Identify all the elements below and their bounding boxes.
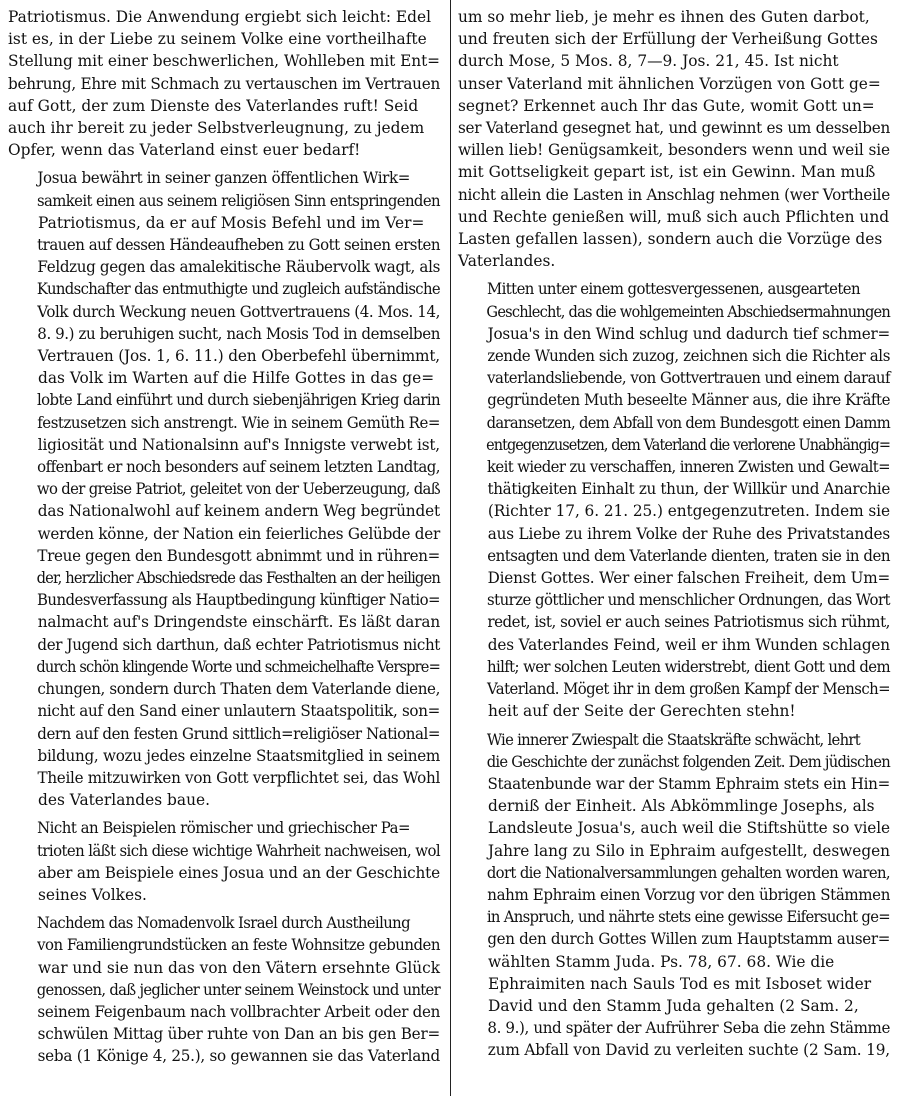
- text-line: aus Liebe zu ihrem Volke der Ruhe des Privatstandes: [487, 524, 890, 543]
- text-line: derniß der Einheit. Als Abkömmlinge Josephs, als: [488, 797, 875, 816]
- text-line: (Richter 17, 6. 21. 25.) entgegenzutreten. Indem sie: [487, 502, 890, 521]
- text-line: offenbart er noch besonders auf seinem letzten Landtag,: [37, 458, 440, 477]
- text-line: trauen auf dessen Händeaufheben zu Gott seinen ersten: [37, 236, 440, 255]
- text-line: dort die Nationalversammlungen gehalten worden waren,: [486, 863, 890, 882]
- text-line: Kundschafter das entmuthigte und zugleich aufständische: [36, 280, 440, 299]
- text-line: das Nationalwohl auf keinem andern Weg begründet: [37, 502, 440, 521]
- text-line: dern auf den festen Grund sittlich=religiöser National=: [37, 724, 441, 743]
- text-line: schwülen Mittag über ruhte von Dan an bis gen Ber=: [37, 1025, 440, 1044]
- text-line: Lasten gefallen lassen), sondern auch die Vorzüge des: [458, 230, 883, 249]
- text-line: ligiosität und Nationalsinn auf's Innigste verwebt ist,: [37, 435, 441, 454]
- paragraph: [8, 912, 440, 1067]
- text-line: und Rechte genießen will, muß sich auch Pflichten und: [458, 207, 890, 226]
- text-line: der Jugend sich darthun, daß echter Patriotismus nicht: [37, 635, 441, 654]
- text-line: Nicht an Beispielen römischer und griechischer Pa=: [37, 819, 411, 838]
- text-line: um so mehr lieb, je mehr es ihnen des Guten darbot,: [458, 8, 870, 26]
- text-line: war und sie nun das von den Vätern ersehnte Glück: [37, 958, 440, 977]
- text-line: Jahre lang zu Silo in Ephraim aufgestellt, deswegen: [487, 841, 890, 860]
- text-line: ist es, in der Liebe zu seinem Volke eine vortheilhafte: [8, 30, 427, 49]
- text-line: nicht allein die Lasten in Anschlag nehmen (wer Vortheile: [458, 185, 890, 204]
- text-line: bildung, wozu jedes einzelne Staatsmitglied in seinem: [37, 746, 440, 765]
- text-line: zum Abfall von David zu verleiten suchte (2 Sam. 19,: [487, 1041, 890, 1060]
- text-line: Josua bewährt in seiner ganzen öffentlichen Wirk=: [37, 169, 411, 188]
- text-line: daransetzen, dem Abfall von dem Bundesgott einen Damm: [486, 413, 890, 432]
- text-line: Mitten unter einem gottesvergessenen, ausgearteten: [486, 280, 860, 299]
- text-line: chungen, sondern durch Thaten dem Vaterlande diene,: [37, 680, 440, 699]
- text-line: von Familiengrundstücken an feste Wohnsitze gebunden: [37, 936, 440, 955]
- text-line: ser Vaterland gesegnet hat, und gewinnt es um desselben: [458, 119, 890, 138]
- paragraph: [458, 6, 890, 272]
- text-line: zende Wunden sich zuzog, zeichnen sich die Richter als: [487, 347, 890, 366]
- text-line: entsagten und dem Vaterlande dienten, traten sie in den: [487, 546, 890, 565]
- text-line: 8. 9.), und später der Aufrührer Seba die zehn Stämme: [487, 1019, 890, 1038]
- text-line: die Geschichte der zunächst folgenden Zeit. Dem jüdischen: [486, 752, 890, 771]
- text-line: Nachdem das Nomadenvolk Israel durch Austheilung: [36, 914, 410, 933]
- paragraph: [8, 817, 440, 906]
- paragraph: [8, 6, 440, 161]
- text-line: willen lieb! Genügsamkeit, besonders wenn und weil sie: [458, 141, 890, 160]
- text-line: vaterlandsliebende, von Gottvertrauen und einem darauf: [487, 369, 890, 388]
- text-line: Vaterlandes.: [458, 252, 556, 271]
- text-line: des Vaterlandes Feind, weil er ihm Wunden schlagen: [487, 635, 890, 654]
- text-line: Patriotismus. Die Anwendung ergiebt sich leicht: Edel: [8, 8, 432, 26]
- text-line: in Anspruch, und nährte stets eine gewisse Eifersucht ge=: [486, 908, 890, 927]
- text-line: Josua's in den Wind schlug und dadurch tief schmer=: [487, 324, 890, 343]
- text-line: seba (1 Könige 4, 25.), so gewannen sie das Vaterland: [37, 1047, 440, 1066]
- text-line: heit auf der Seite der Gerechten stehn!: [488, 702, 796, 721]
- text-line: lobte Land einführt und durch siebenjährigen Krieg darin: [37, 391, 441, 410]
- text-line: und freuten sich der Erfüllung der Verheißung Gottes: [458, 30, 878, 49]
- text-line: durch schön klingende Worte und schmeichelhafte Verspre=: [36, 657, 440, 676]
- text-line: samkeit einen aus seinem religiösen Sinn entspringenden: [36, 191, 440, 210]
- text-line: wählten Stamm Juda. Ps. 78, 67. 68. Wie die: [488, 952, 835, 971]
- text-line: des Vaterlandes baue.: [38, 791, 210, 810]
- text-line: nalmacht auf's Dringendste einschärft. Es läßt daran: [37, 613, 440, 632]
- text-line: auch ihr bereit zu jeder Selbstverleugnung, zu jedem: [8, 119, 425, 138]
- text-line: nahm Ephraim einen Vorzug vor den übrigen Stämmen: [487, 885, 890, 904]
- text-line: hilft; wer solchen Leuten widerstrebt, dient Gott und dem: [487, 657, 890, 676]
- text-line: nicht auf den Sand einer unlautern Staatspolitik, son=: [37, 702, 440, 721]
- text-line: trioten läßt sich diese wichtige Wahrheit nachweisen, wol: [37, 841, 441, 860]
- text-line: Vaterland. Möget ihr in dem großen Kampf der Mensch=: [486, 680, 890, 699]
- text-line: werden könne, der Nation ein feierliches Gelübde der: [37, 524, 440, 543]
- text-line: redet, ist, soviel er auch seines Patriotismus sich rühmt,: [487, 613, 890, 632]
- text-line: wo der greise Patriot, geleitet von der Ueberzeugung, daß: [36, 480, 440, 499]
- text-line: das Volk im Warten auf die Hilfe Gottes in das ge=: [38, 369, 435, 388]
- text-line: Dienst Gottes. Wer einer falschen Freiheit, dem Um=: [487, 569, 890, 588]
- text-line: Bundesverfassung als Hauptbedingung künftiger Natio=: [37, 591, 440, 610]
- paragraph: [458, 729, 890, 1062]
- text-line: Staatenbunde war der Stamm Ephraim stets ein Hin=: [487, 774, 890, 793]
- text-line: Geschlecht, das die wohlgemeinten Abschiedsermahnungen: [486, 302, 890, 321]
- text-line: genossen, daß jeglicher unter seinem Weinstock und unter: [36, 980, 440, 999]
- text-line: segnet? Erkennet auch Ihr das Gute, womit Gott un=: [458, 96, 875, 115]
- text-line: auf Gott, der zum Dienste des Vaterlandes ruft! Seid: [8, 96, 419, 115]
- column-divider: [450, 0, 451, 1096]
- text-line: Vertrauen (Jos. 1, 6. 11.) den Oberbefehl übernimmt,: [37, 347, 440, 366]
- text-line: Wie innerer Zwiespalt die Staatskräfte schwächt, lehrt: [486, 730, 860, 749]
- text-line: Volk durch Weckung neuen Gottvertrauens (4. Mos. 14,: [37, 302, 440, 321]
- text-line: David und den Stamm Juda gehalten (2 Sam. 2,: [488, 996, 859, 1015]
- text-line: Feldzug gegen das amalekitische Räubervolk wagt, als: [37, 258, 440, 277]
- text-line: sturze göttlicher und menschlicher Ordnungen, das Wort: [487, 591, 890, 610]
- text-line: Patriotismus, da er auf Mosis Befehl und im Ver=: [38, 213, 425, 232]
- left-column: [8, 6, 440, 1074]
- text-line: der, herzlicher Abschiedsrede das Festhalten an der heiligen: [36, 569, 440, 588]
- text-line: Landsleute Josua's, auch weil die Stiftshütte so viele: [487, 819, 890, 838]
- text-line: festzusetzen sich anstrengt. Wie in seinem Gemüth Re=: [37, 413, 441, 432]
- paragraph: [458, 278, 890, 722]
- paragraph: [8, 167, 440, 811]
- text-line: Opfer, wenn das Vaterland einst euer bedarf!: [8, 141, 361, 160]
- text-line: entgegenzusetzen, dem Vaterland die verlorene Unabhängig=: [486, 435, 890, 454]
- text-line: Stellung mit einer beschwerlichen, Wohlleben mit Ent=: [8, 52, 440, 71]
- text-line: 8. 9.) zu beruhigen sucht, nach Mosis Tod in demselben: [37, 324, 440, 343]
- text-line: Treue gegen den Bundesgott abnimmt und in rühren=: [37, 546, 440, 565]
- text-line: unser Vaterland mit ähnlichen Vorzügen von Gott ge=: [458, 74, 881, 93]
- text-line: durch Mose, 5 Mos. 8, 7—9. Jos. 21, 45. Ist nicht: [458, 52, 839, 71]
- text-line: seinem Feigenbaum nach vollbrachter Arbeit oder den: [37, 1002, 440, 1021]
- text-line: gen den durch Gottes Willen zum Hauptstamm auser=: [487, 930, 890, 949]
- text-line: mit Gottseligkeit gepart ist, ist ein Gewinn. Man muß: [458, 163, 876, 182]
- right-column: [458, 6, 890, 1068]
- text-line: Theile mitzuwirken von Gott verpflichtet sei, das Wohl: [37, 768, 440, 787]
- text-line: aber am Beispiele eines Josua und an der Geschichte: [37, 863, 440, 882]
- text-line: behrung, Ehre mit Schmach zu vertauschen im Vertrauen: [8, 74, 440, 93]
- text-line: Ephraimiten nach Sauls Tod es mit Isboset wider: [488, 974, 872, 993]
- text-line: seines Volkes.: [38, 885, 147, 904]
- text-line: gegründeten Muth beseelte Männer aus, die ihre Kräfte: [487, 391, 890, 410]
- text-line: thätigkeiten Einhalt zu thun, der Willkür und Anarchie: [487, 480, 890, 499]
- text-line: keit wieder zu verschaffen, inneren Zwisten und Gewalt=: [486, 458, 890, 477]
